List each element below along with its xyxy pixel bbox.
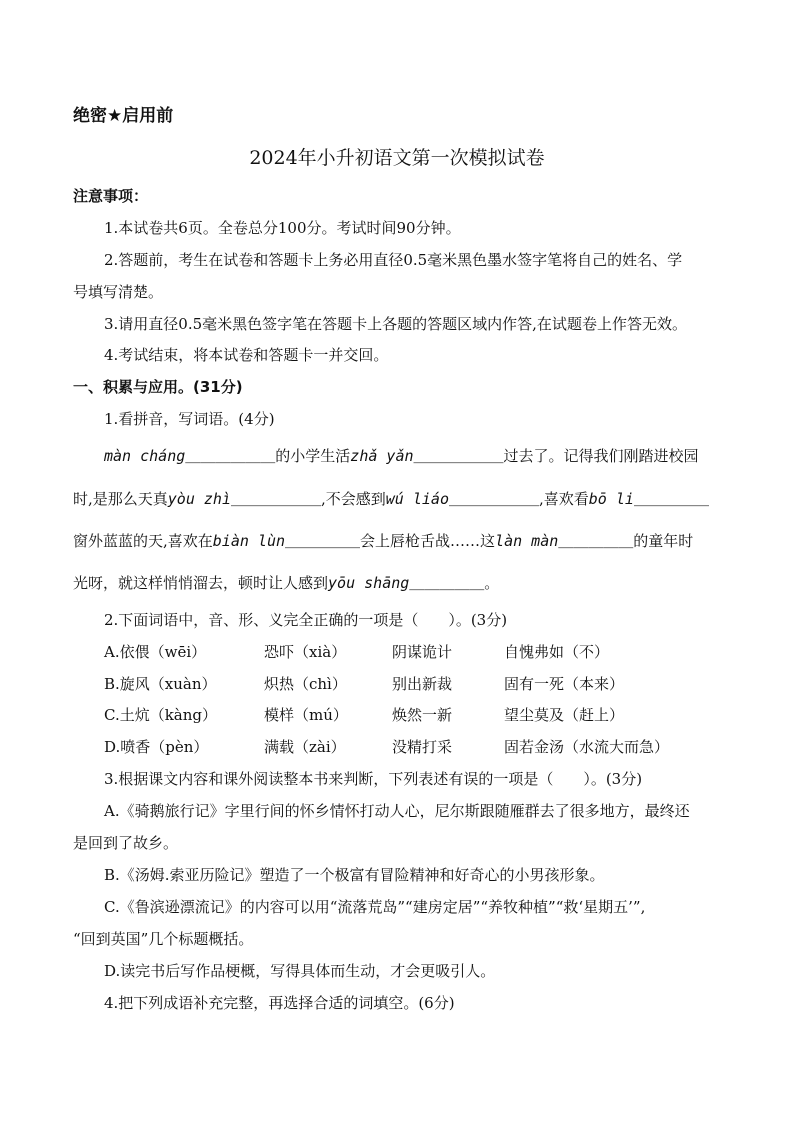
text: 窗外蓝蓝的天,喜欢在	[73, 532, 213, 550]
notice-item-1: 1.本试卷共6页。全卷总分100分。考试时间90分钟。	[104, 219, 461, 237]
q3-option-c: C.《鲁滨逊漂流记》的内容可以用“流落荒岛”“建房定居”“养牧种植”“救‘星期五’”,	[104, 898, 646, 916]
option-cell: C.土炕（kàng）	[104, 706, 218, 724]
pinyin-zha-yan: zhǎ yǎn	[350, 447, 414, 465]
pinyin-bo-li: bō li	[588, 490, 634, 508]
blank-text: ＿＿＿＿＿＿,喜欢看	[449, 490, 589, 508]
option-cell: 焕然一新	[392, 706, 453, 724]
option-cell: 固若金汤（水流大而急）	[504, 738, 670, 756]
notice-heading: 注意事项：	[73, 187, 149, 205]
blank-text: ＿＿＿＿＿	[633, 490, 709, 508]
pinyin-you-zhi: yòu zhì	[167, 490, 231, 508]
pinyin-bian-lun: biàn lùn	[212, 532, 286, 550]
option-cell: 没精打采	[392, 738, 453, 756]
q2-option-d	[104, 737, 669, 757]
notice-item-2-cont: 号填写清楚。	[73, 283, 164, 301]
blank-text: ＿＿＿＿＿＿的小学生活	[185, 447, 351, 465]
pinyin-you-shang: yōu shāng	[328, 574, 410, 592]
q1-line-1	[104, 446, 699, 466]
notice-item-2: 2.答题前，考生在试卷和答题卡上务必用直径0.5毫米黑色墨水签字笔将自己的姓名、学	[104, 251, 683, 269]
blank-text: ＿＿＿＿＿会上唇枪舌战……这	[285, 532, 496, 550]
q3-stem: 3.根据课文内容和课外阅读整本书来判断，下列表述有误的一项是（ ）。(3分)	[104, 770, 643, 788]
section-1-heading: 一、积累与应用。(31分)	[73, 378, 243, 396]
q1-line-4	[73, 573, 499, 593]
option-cell: 炽热（chì）	[264, 675, 347, 693]
pinyin-man-chang: màn cháng	[104, 447, 186, 465]
notice-item-4: 4.考试结束，将本试卷和答题卡一并交回。	[104, 346, 389, 364]
option-cell: 满载（zài）	[264, 738, 346, 756]
q1-line-2	[73, 489, 709, 509]
text: 光呀，就这样悄悄溜去，顿时让人感到	[73, 574, 329, 592]
blank-text: ＿＿＿＿＿＿,不会感到	[231, 490, 386, 508]
blank-text: ＿＿＿＿＿。	[409, 574, 500, 592]
secret-label: 绝密★启用前	[73, 106, 174, 126]
q1-line-3	[73, 531, 693, 551]
text: 时,是那么天真	[73, 490, 168, 508]
pinyin-wu-liao: wú liáo	[385, 490, 449, 508]
blank-text: ＿＿＿＿＿＿过去了。记得我们刚踏进校园	[413, 447, 699, 465]
blank-text: ＿＿＿＿＿的童年时	[558, 532, 694, 550]
page-title: 2024年小升初语文第一次模拟试卷	[249, 147, 545, 169]
option-cell: A.依偎（wēi）	[104, 643, 207, 661]
option-cell: 固有一死（本来）	[504, 675, 625, 693]
option-cell: 恐吓（xià）	[264, 643, 347, 661]
q1-stem: 1.看拼音，写词语。(4分)	[104, 410, 275, 428]
q3-option-a-cont: 是回到了故乡。	[73, 834, 179, 852]
q3-option-a: A.《骑鹅旅行记》字里行间的怀乡情怀打动人心，尼尔斯跟随雁群去了很多地方，最终还	[104, 802, 690, 820]
notice-item-3: 3.请用直径0.5毫米黑色签字笔在答题卡上各题的答题区域内作答,在试题卷上作答无效。	[104, 315, 687, 333]
option-cell: 别出新裁	[392, 675, 453, 693]
option-cell: D.喷香（pèn）	[104, 738, 209, 756]
option-cell: 自愧弗如（不）	[504, 643, 610, 661]
q2-option-b	[104, 674, 624, 694]
q2-option-c	[104, 705, 624, 725]
option-cell: 模样（mú）	[264, 706, 348, 724]
q4-stem: 4.把下列成语补充完整，再选择合适的词填空。(6分)	[104, 994, 455, 1012]
option-cell: B.旋风（xuàn）	[104, 675, 217, 693]
q3-option-b: B.《汤姆.索亚历险记》塑造了一个极富有冒险精神和好奇心的小男孩形象。	[104, 866, 605, 884]
q3-option-c-cont: “回到英国”几个标题概括。	[73, 930, 254, 948]
option-cell: 阴谋诡计	[392, 643, 453, 661]
q2-stem: 2.下面词语中，音、形、义完全正确的一项是（ ）。(3分)	[104, 611, 508, 629]
pinyin-lan-man: làn màn	[495, 532, 559, 550]
q2-option-a	[104, 642, 609, 662]
option-cell: 望尘莫及（赶上）	[504, 706, 625, 724]
q3-option-d: D.读完书后写作品梗概，写得具体而生动，才会更吸引人。	[104, 962, 496, 980]
